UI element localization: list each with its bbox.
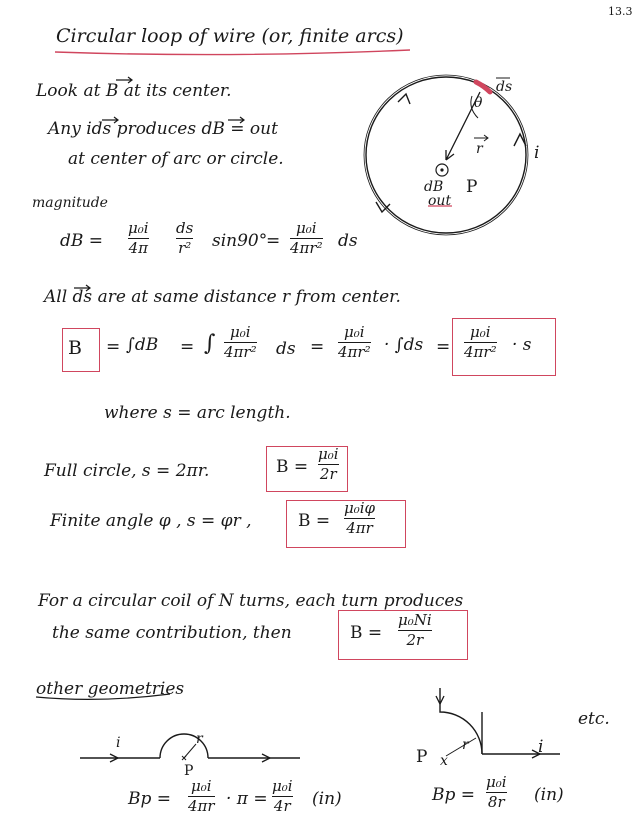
intro-line-1: Look at B at its center.	[36, 81, 232, 101]
denominator: 4πr	[346, 519, 373, 538]
circle-loop-figure	[364, 75, 528, 235]
numerator: μ₀Ni	[398, 611, 432, 629]
denominator: 4πr²	[290, 239, 323, 258]
full-circle-fraction	[318, 446, 339, 484]
magnitude-fraction-3	[290, 220, 323, 258]
right-geo-Bp: Bp =	[432, 785, 476, 805]
main-eq-eq4: =	[436, 337, 451, 357]
numerator: μ₀i	[191, 777, 212, 795]
page-number: 13.3	[608, 5, 633, 18]
left-geo-Bp: Bp =	[128, 789, 172, 809]
denominator: 8r	[487, 793, 505, 812]
right-geo-dir: (in)	[534, 785, 564, 805]
where-text: where s = arc length.	[104, 403, 291, 423]
main-eq-eq2: =	[180, 337, 195, 357]
denominator: 4πr²	[224, 343, 257, 362]
figure-label-dB: dB	[424, 179, 444, 195]
intro-line-3: at center of arc or circle.	[68, 149, 284, 169]
left-geo-P: P	[184, 763, 194, 779]
main-eq-s: · s	[512, 335, 532, 355]
denominator: 4r	[273, 797, 291, 816]
current-arrow-icon	[398, 94, 410, 104]
magnitude-tail: ds	[338, 231, 358, 251]
numerator: μ₀i	[470, 323, 491, 341]
denominator: 2r	[406, 631, 424, 650]
numerator: μ₀i	[486, 773, 507, 791]
numerator: μ₀i	[128, 219, 149, 237]
magnitude-sin: sin90°	[212, 231, 268, 251]
magnitude-label: magnitude	[32, 195, 108, 211]
denominator: 2r	[319, 465, 337, 484]
finite-angle-label: Finite angle φ , s = φr ,	[50, 511, 252, 531]
main-eq-fraction-2	[338, 324, 371, 362]
main-eq-eq1: =	[106, 337, 121, 357]
right-geo-r: r	[462, 737, 469, 753]
magnitude-lhs: dB =	[60, 231, 104, 251]
magnitude-eq: =	[266, 231, 281, 251]
magnitude-fraction-1	[128, 220, 149, 258]
main-eq-B: B	[68, 337, 82, 359]
left-geo-dir: (in)	[312, 789, 342, 809]
finite-angle-lhs: B =	[298, 511, 331, 531]
denominator: 4πr²	[464, 343, 497, 362]
numerator: μ₀i	[296, 219, 317, 237]
numerator: μ₀i	[230, 323, 251, 341]
main-eq-ds: ds	[276, 339, 296, 359]
right-geo-fraction	[486, 774, 507, 812]
right-geo-x: x	[440, 753, 448, 769]
intro-line-2: Any ids produces dB = out	[48, 119, 278, 139]
etc-text: etc.	[578, 709, 610, 729]
figure-label-P: P	[466, 177, 478, 197]
same-distance-text: All ds are at same distance r from center.	[44, 287, 401, 307]
figure-label-out: out	[428, 193, 452, 209]
right-geo-P: P	[416, 747, 428, 767]
main-eq-int3: · ∫ds	[384, 335, 424, 355]
denominator: 4π	[128, 239, 148, 258]
left-geo-fraction-2	[272, 778, 293, 816]
left-geo-mid: · π =	[226, 789, 268, 809]
main-eq-int1: ∫dB	[126, 335, 159, 355]
ds-segment-icon	[476, 82, 490, 92]
figure-label-r: r	[476, 141, 483, 157]
left-geo-fraction-1	[188, 778, 215, 816]
full-circle-lhs: B =	[276, 457, 309, 477]
numerator: μ₀i	[344, 323, 365, 341]
numerator: μ₀i	[318, 445, 339, 463]
numerator: ds	[176, 219, 194, 237]
left-geo-i: i	[116, 735, 121, 751]
main-eq-int2: ∫	[204, 331, 216, 356]
page-title: Circular loop of wire (or, finite arcs)	[56, 25, 404, 47]
left-geo-r: r	[196, 731, 203, 747]
figure-label-ds: ds	[496, 79, 513, 95]
main-eq-fraction-3	[464, 324, 497, 362]
numerator: μ₀i	[272, 777, 293, 795]
denominator: r²	[178, 239, 192, 258]
coil-fraction	[398, 612, 432, 650]
finite-angle-fraction	[344, 500, 375, 538]
other-geometries-heading: other geometries	[36, 679, 185, 699]
magnitude-fraction-2	[176, 220, 193, 258]
coil-line-1: For a circular coil of N turns, each turn produces	[38, 591, 464, 611]
coil-line-2: the same contribution, then	[52, 623, 292, 643]
title-underline	[55, 50, 410, 55]
figure-label-i: i	[534, 143, 540, 163]
coil-lhs: B =	[350, 623, 383, 643]
main-eq-eq3: =	[310, 337, 325, 357]
main-eq-fraction-1	[224, 324, 257, 362]
right-geo-i: i	[538, 737, 544, 757]
figure-label-theta: θ	[474, 95, 483, 111]
denominator: 4πr	[188, 797, 215, 816]
denominator: 4πr²	[338, 343, 371, 362]
numerator: μ₀iφ	[344, 499, 376, 517]
full-circle-label: Full circle, s = 2πr.	[44, 461, 210, 481]
semicircle-wire-figure	[80, 731, 300, 762]
